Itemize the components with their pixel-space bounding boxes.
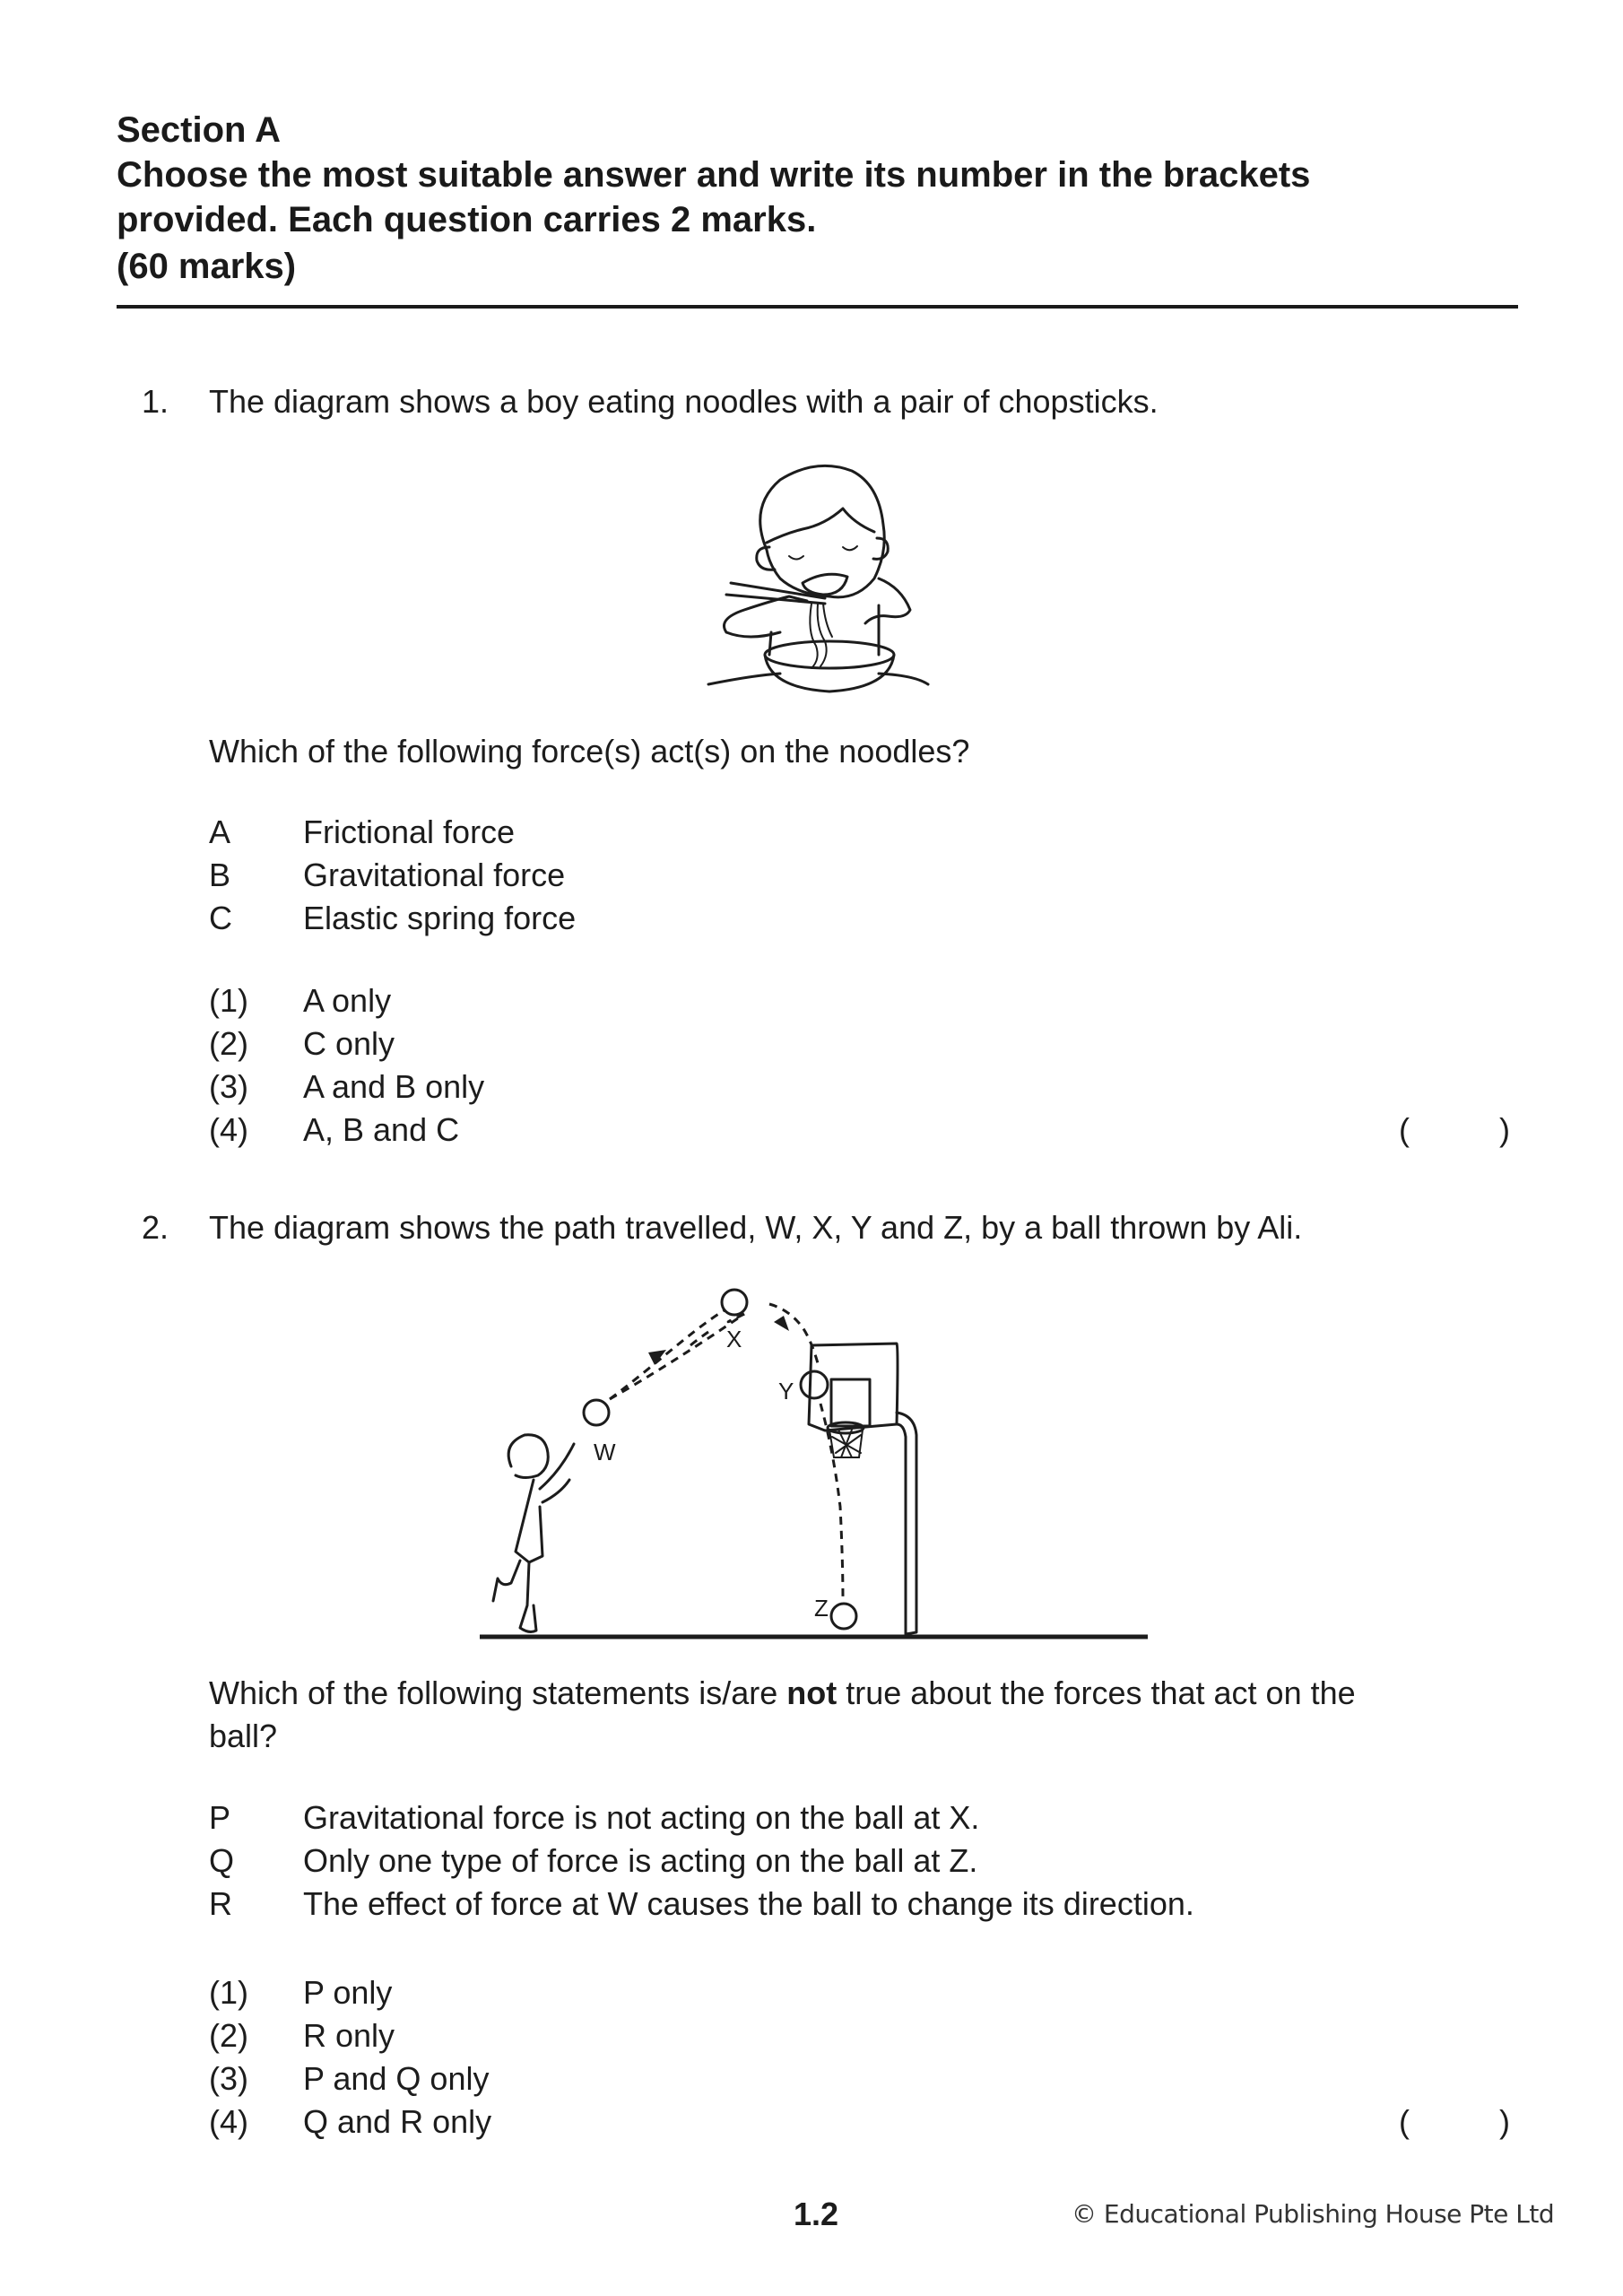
question-prompt: [209, 1674, 1356, 1713]
statement-text: Only one type of force is acting on the ball at Z.: [303, 1842, 978, 1879]
option-key: (3): [209, 2060, 248, 2097]
option-key: (2): [209, 2017, 248, 2054]
statement-text: Gravitational force: [303, 857, 566, 893]
statement-text: Elastic spring force: [303, 900, 577, 936]
question-number: 2.: [142, 1209, 169, 1246]
boy-eye-right: [843, 546, 857, 550]
noodles: [810, 604, 832, 668]
option-key: (2): [209, 1025, 248, 1062]
option-key: (4): [209, 2103, 248, 2140]
boy-mouth: [803, 574, 847, 595]
boy-right-arm: [865, 578, 910, 623]
bowl-body: [765, 655, 894, 691]
question-stem: The diagram shows a boy eating noodles with a pair of chopsticks.: [209, 383, 1159, 420]
bowl-rim: [765, 641, 894, 668]
option-text: A only: [303, 982, 392, 1019]
statement-key: Q: [209, 1842, 235, 1879]
instruction-line-2: provided. Each question carries 2 marks.: [117, 200, 817, 239]
option-text: C only: [303, 1025, 395, 1062]
statement-text: Frictional force: [303, 813, 516, 850]
option-key: (4): [209, 1111, 248, 1148]
boy-ali: [493, 1435, 574, 1632]
trajectory-arc: [610, 1304, 735, 1399]
header-divider: [117, 305, 1518, 309]
total-marks: (60 marks): [117, 247, 297, 286]
boy-hair: [767, 509, 874, 543]
copyright-notice: © Educational Publishing House Pte Ltd: [1072, 2199, 1555, 2229]
answer-bracket-open: (: [1399, 2103, 1410, 2140]
ball-x: [722, 1290, 747, 1315]
statement-key: R: [209, 1885, 232, 1922]
label-x: X: [726, 1326, 742, 1352]
instruction-line-1: Choose the most suitable answer and write its number in the brackets: [117, 155, 1311, 195]
option-key: (1): [209, 982, 248, 1019]
section-title: Section A: [117, 110, 281, 150]
option-key: (3): [209, 1068, 248, 1105]
boy-head: [760, 465, 885, 596]
answer-bracket-close: ): [1499, 2103, 1510, 2140]
option-text: P only: [303, 1974, 393, 2011]
statement-key: C: [209, 900, 232, 936]
option-text: A, B and C: [303, 1111, 460, 1148]
boy-left-arm: [725, 596, 808, 637]
ball-y: [801, 1371, 828, 1398]
prompt-emphasis: not: [786, 1674, 838, 1711]
question-prompt-line-2: ball?: [209, 1718, 278, 1754]
prompt-text: true about the forces that act on the: [837, 1674, 1356, 1711]
trajectory-w-x: [610, 1314, 744, 1399]
label-w: W: [594, 1439, 616, 1465]
option-key: (1): [209, 1974, 248, 2011]
ball-w: [584, 1400, 609, 1425]
answer-bracket-open: (: [1399, 1111, 1410, 1148]
ball-z: [831, 1604, 856, 1629]
option-text: A and B only: [303, 1068, 485, 1105]
label-z: Z: [814, 1595, 829, 1622]
trajectory-arrow-2: [774, 1316, 789, 1331]
question-number: 1.: [142, 383, 169, 420]
statement-key: P: [209, 1799, 231, 1836]
table-edge: [708, 674, 928, 684]
statement-key: A: [209, 813, 231, 850]
option-text: P and Q only: [303, 2060, 490, 2097]
option-text: Q and R only: [303, 2103, 492, 2140]
option-text: R only: [303, 2017, 395, 2054]
question-stem: The diagram shows the path travelled, W, X, Y and Z, by a ball thrown by Ali.: [209, 1209, 1303, 1246]
statement-text: The effect of force at W causes the ball to change its direction.: [303, 1885, 1194, 1922]
boy-eating-noodles-diagram: [699, 453, 977, 695]
statement-key: B: [209, 857, 231, 893]
basketball-path-diagram: [475, 1274, 1157, 1650]
answer-bracket-close: ): [1499, 1111, 1510, 1148]
boy-ear-right: [873, 538, 888, 559]
statement-text: Gravitational force is not acting on the ball at X.: [303, 1799, 980, 1836]
question-prompt: Which of the following force(s) act(s) on the noodles?: [209, 733, 970, 770]
label-y: Y: [778, 1378, 794, 1405]
boy-eye-left: [789, 556, 803, 560]
prompt-text: Which of the following statements is/are: [209, 1674, 787, 1711]
page-number: 1.2: [794, 2196, 839, 2232]
